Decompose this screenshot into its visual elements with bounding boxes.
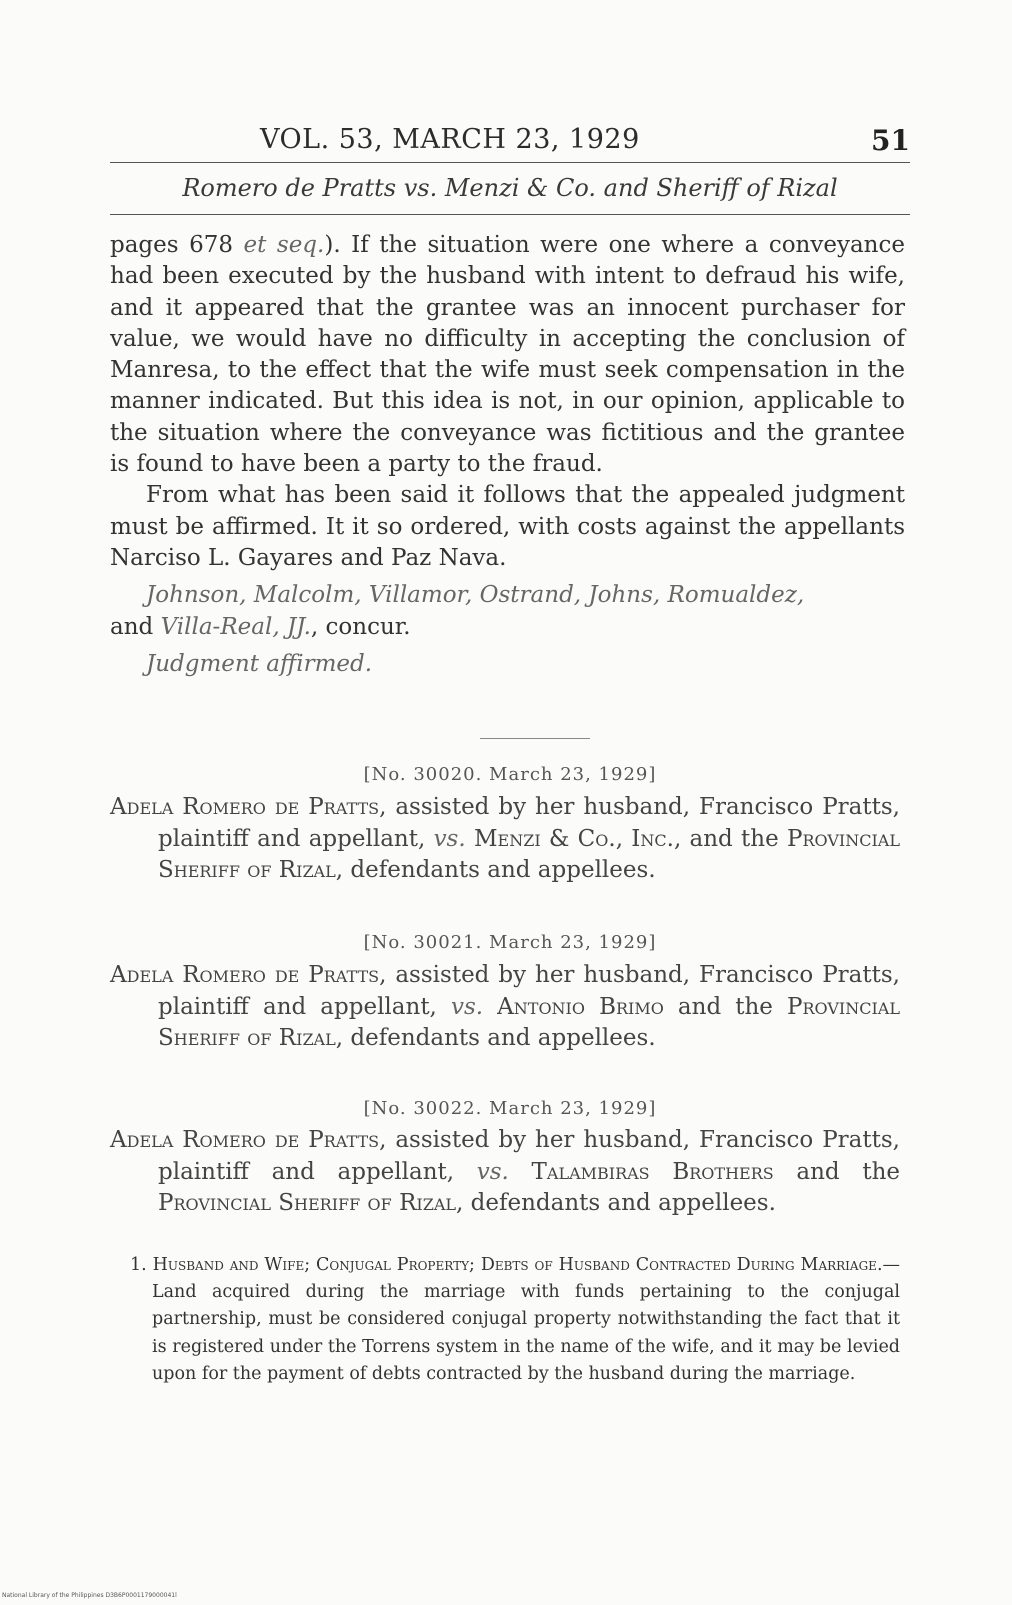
library-footer: National Library of the Philippines D3B6P0001179000041l — [2, 1592, 177, 1599]
case-parties-1: Adela Romero de Pratts, assisted by her husband, Francisco Pratts, plaintiff and appellant, vs. Menzi & Co., Inc., and the Provincial Sheriff of Rizal, defendants and appellees. — [110, 794, 900, 884]
running-head: VOL. 53, MARCH 23, 1929 — [260, 124, 640, 155]
case-title: Romero de Pratts vs. Menzi & Co. and Sheriff of Rizal — [182, 174, 838, 202]
docket-3: [No. 30022. March 23, 1929] — [363, 1098, 657, 1119]
page-header — [110, 124, 910, 164]
paragraph-2: From what has been said it follows that the appealed judgment must be affirmed. It it so ordered, with costs against the appellants Narciso L. Gayares and Paz Nava. — [110, 482, 905, 571]
docket-2: [No. 30021. March 23, 1929] — [363, 932, 657, 953]
case-parties-2: Adela Romero de Pratts, assisted by her husband, Francisco Pratts, plaintiff and appellant, vs. Antonio Brimo and the Provincial Sheriff of Rizal, defendants and appellees. — [110, 962, 900, 1052]
section-divider — [480, 738, 590, 739]
case-parties-3: Adela Romero de Pratts, assisted by her husband, Francisco Pratts, plaintiff and appellant, vs. Talambiras Brothers and the Provincial Sheriff of Rizal, defendants and appellees. — [110, 1127, 900, 1217]
page-number: 51 — [871, 124, 910, 157]
syllabus-note: 1. Husband and Wife; Conjugal Property; Debts of Husband Contracted During Marriage.—Land acquired during the marriage with funds pertaining to the conjugal partnership, must be considered conjugal property notwithstanding the fact that it is registered under the Torrens system in the name of the wife, and it may be levied upon for the payment of debts contracted by the husband during the marriage. — [130, 1255, 901, 1384]
docket-1: [No. 30020. March 23, 1929] — [363, 764, 657, 785]
title-rule — [110, 214, 910, 215]
header-rule — [110, 162, 910, 163]
opinion-text — [110, 230, 905, 680]
concurring-justices: Johnson, Malcolm, Villamor, Ostrand, Johns, Romualdez, and Villa-Real, JJ., concur. — [110, 582, 805, 640]
judgment-line: Judgment affirmed. — [146, 650, 373, 677]
paragraph-1: pages 678 et seq.). If the situation were one where a conveyance had been executed by the husband with intent to defraud his wife, and it appeared that the grantee was an innocent purchaser for value, we would have no difficulty in accepting the conclusion of Manresa, to the effect that the wife must seek compensation in the manner indicated. But this idea is not, in our opinion, applicable to the situation where the conveyance was fictitious and the grantee is found to have been a party to the fraud. — [110, 232, 905, 478]
